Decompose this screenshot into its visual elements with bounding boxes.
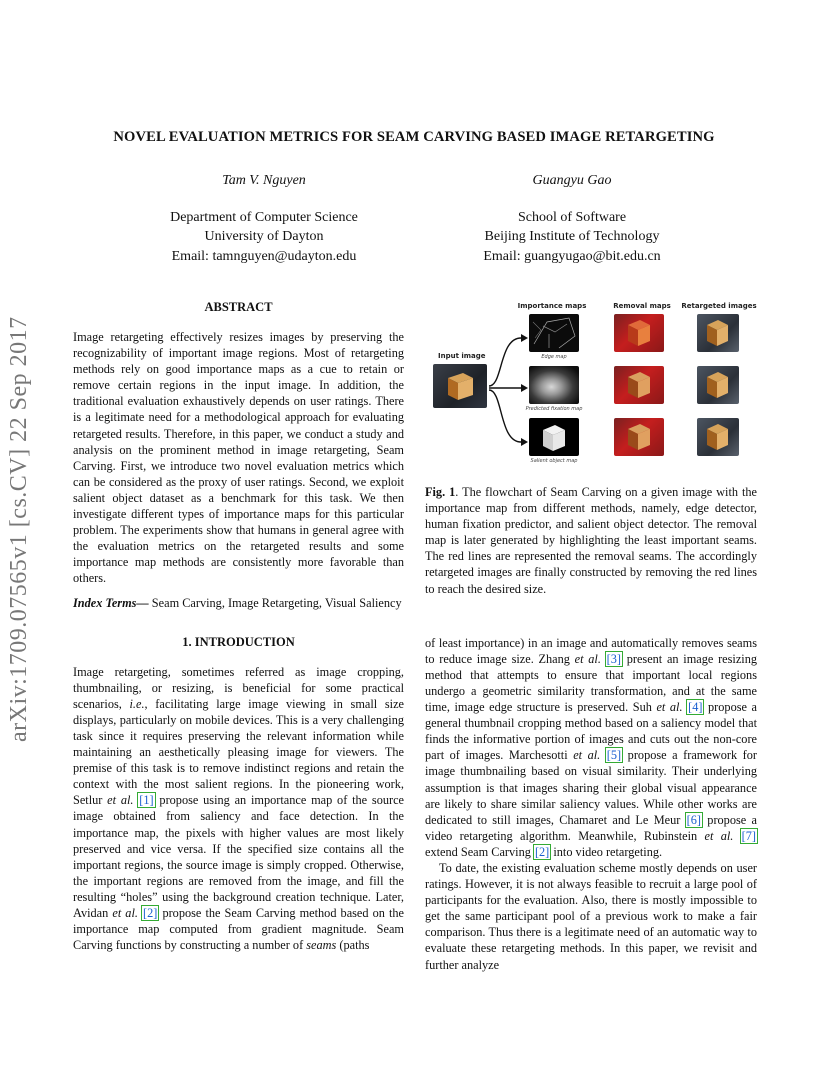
paper-title: NOVEL EVALUATION METRICS FOR SEAM CARVING BASED IMAGE RETARGETING — [113, 129, 715, 145]
salient-cube — [529, 418, 579, 456]
body-paragraph: To date, the existing evaluation scheme mostly depends on user ratings. However, it is not always feasible to recruit a large pool of participants for the evaluation. Also, there is mostly impossible to get the same participant pool of a previous work to make a fair comparison. Thus there is a legitimate need of an automatic way to evaluate these retargeting methods. In this paper, we revisit and further analyze — [425, 860, 757, 972]
text-run-italic: et al. — [656, 700, 683, 715]
citation-link[interactable]: [1] — [139, 793, 154, 808]
author-block-1 — [114, 171, 414, 266]
removal-map-image — [614, 418, 664, 456]
retargeted-image — [697, 366, 739, 404]
figure-input-label: Input image — [438, 352, 486, 360]
text-run: (paths — [336, 938, 370, 953]
introduction-paragraph — [73, 664, 404, 954]
abstract-text: Image retargeting effectively resizes images by preserving the recognizability of important image regions. Most of retargeting methods rely on good importance maps as a cue to retain or remove certain regions in the input image. In addition, the traditional evaluation exhaustively depends on user ratings. There is a legitimate need for a methodological approach for evaluating retargeted results. Therefore, in this paper, we conduct a study and analysis on the prominent method in image retargeting, Seam Carving. First, we introduce two novel evaluation metrics which can be considered as the proxy of user ratings. Second, we exploit salient object dataset as a benchmark for this task. We then investigate different types of importance maps for this particular problem. The experiments show that humans in general agree with the evaluation metrics on the retargeted results and some importance map methods are consistently more favorable than others. — [73, 330, 404, 586]
retargeted-cube — [697, 314, 739, 352]
author-affiliation-line: University of Dayton — [204, 229, 324, 244]
citation-link[interactable]: [2] — [534, 844, 550, 859]
right-column-body — [425, 635, 757, 973]
citation-link[interactable]: [2] — [143, 906, 158, 920]
figure-sublabel: Salient object map — [530, 458, 578, 464]
text-run: propose using an importance map of the source image obtained from saliency and face detection. In the importance map, the pixels with higher values are most likely preserved and vice versa. If the specified size contains all the important regions, the source image is simply cropped. Otherwise, the important regions are removed from the image, and fill the resulting “holes” using the background creation technique. Later, Avidan — [73, 793, 404, 920]
fixation-map-image — [529, 366, 579, 404]
flow-arrows — [485, 326, 529, 456]
text-run-italic: et al. — [107, 793, 134, 808]
figure-column-heading: Retargeted images — [681, 302, 757, 310]
text-run: propose a video retargeting algorithm. Meanwhile, Rubinstein — [425, 812, 757, 843]
figure-column-heading: Removal maps — [613, 302, 671, 310]
edge-lines — [529, 314, 579, 352]
text-run: propose a framework for image thumbnailing based on visual similarity. Their underlying assumption is that images sharing their global visual appearance are likely to share similar saliency values. While other works are dedicated to still images, Chamaret and Le Meur — [425, 748, 757, 827]
text-run: present an image resizing method that attempts to ensure that important local regions undergo a geometric similarity transformation, and at the same time, image edge structure is preserved. Suh — [425, 651, 757, 715]
text-run-italic: et al. — [112, 906, 138, 920]
author-email: Email: guangyugao@bit.edu.cn — [483, 248, 661, 264]
removal-cube — [614, 366, 664, 404]
arxiv-stamp: arXiv:1709.07565v1 [cs.CV] 22 Sep 2017 — [6, 316, 32, 742]
retargeted-cube — [697, 366, 739, 404]
author-affiliation-line: Beijing Institute of Technology — [484, 229, 660, 244]
text-run: Image retargeting, sometimes referred as image cropping, thumbnailing, or resizing, is beneficial for some practical scenarios, — [73, 664, 404, 711]
text-run-italic: et al. — [704, 828, 734, 843]
citation-link[interactable]: [6] — [686, 812, 701, 827]
author-affiliation-line: Department of Computer Science — [170, 209, 358, 225]
figure-caption — [425, 484, 757, 597]
citation-link[interactable]: [3] — [606, 651, 621, 666]
author-block-2 — [422, 171, 722, 266]
retargeted-image — [697, 418, 739, 456]
removal-cube — [614, 418, 664, 456]
text-run-italic: i.e. — [129, 696, 145, 711]
retargeted-image — [697, 314, 739, 352]
removal-map-image — [614, 314, 664, 352]
figure-sublabel: Predicted fixation map — [525, 406, 583, 412]
figure-sublabel: Edge map — [541, 354, 567, 360]
text-run-italic: et al. — [573, 748, 601, 763]
text-run: extend Seam Carving — [425, 844, 534, 859]
text-run: propose the Seam Carving method based on the importance map computed from gradient magnitude. Seam Carving functions by constructing a number of — [73, 906, 404, 953]
index-terms-text: Seam Carving, Image Retargeting, Visual Saliency — [148, 595, 402, 610]
figure-caption-label: Fig. 1 — [425, 485, 456, 499]
figure-1 — [425, 296, 757, 466]
abstract-heading: ABSTRACT — [204, 300, 273, 314]
input-image — [433, 364, 487, 408]
salient-object-map-image — [529, 418, 579, 456]
author-email: Email: tamnguyen@udayton.edu — [171, 248, 357, 264]
introduction-heading: 1. INTRODUCTION — [182, 634, 295, 649]
author-affiliation-line: School of Software — [517, 209, 627, 225]
index-terms — [73, 595, 404, 611]
text-run-italic: seams — [306, 938, 337, 953]
author-name: Guangyu Gao — [532, 173, 612, 188]
author-name: Tam V. Nguyen — [222, 173, 306, 188]
citation-link[interactable]: [7] — [741, 828, 757, 843]
figure-column-heading: Importance maps — [517, 302, 587, 310]
index-terms-lead: Index Terms— — [73, 595, 149, 610]
left-column — [73, 300, 404, 953]
citation-link[interactable]: [4] — [688, 700, 703, 715]
text-run: , facilitating large image viewing in small size displays, particularly on mobile devices. This is a very challenging task since it requires preserving the relevant information while maintaining an aesthetically pleasing image for viewers. The premise of this task is to remove indistinct regions and retain the context with the most salient regions. In the pioneering work, Setlur — [73, 696, 404, 808]
text-run: propose a general thumbnail cropping method based on a saliency model that finds the informative portion of images and cuts out the non-core part of images. Marchesotti — [425, 700, 757, 763]
retargeted-cube — [697, 418, 739, 456]
removal-cube — [614, 314, 664, 352]
figure-caption-text: . The flowchart of Seam Carving on a given image with the importance map from different methods, namely, edge detector, human fixation predictor, and salient object detector. The removal map is later generated by highlighting the least important seams. The red lines are represented the removal seams. The accordingly retargeted images are finally constructed by removing the red lines to reach the desired size. — [425, 485, 758, 596]
body-paragraph — [425, 635, 757, 860]
text-run: of least importance) in an image and automatically removes seams to reduce image size. Zhang — [425, 635, 757, 666]
text-run-italic: et al. — [574, 651, 601, 666]
edge-map-image — [529, 314, 579, 352]
removal-map-image — [614, 366, 664, 404]
text-run: into video retargeting. — [550, 844, 663, 859]
right-column — [425, 296, 757, 973]
cube-image — [433, 364, 487, 408]
citation-link[interactable]: [5] — [606, 748, 622, 763]
